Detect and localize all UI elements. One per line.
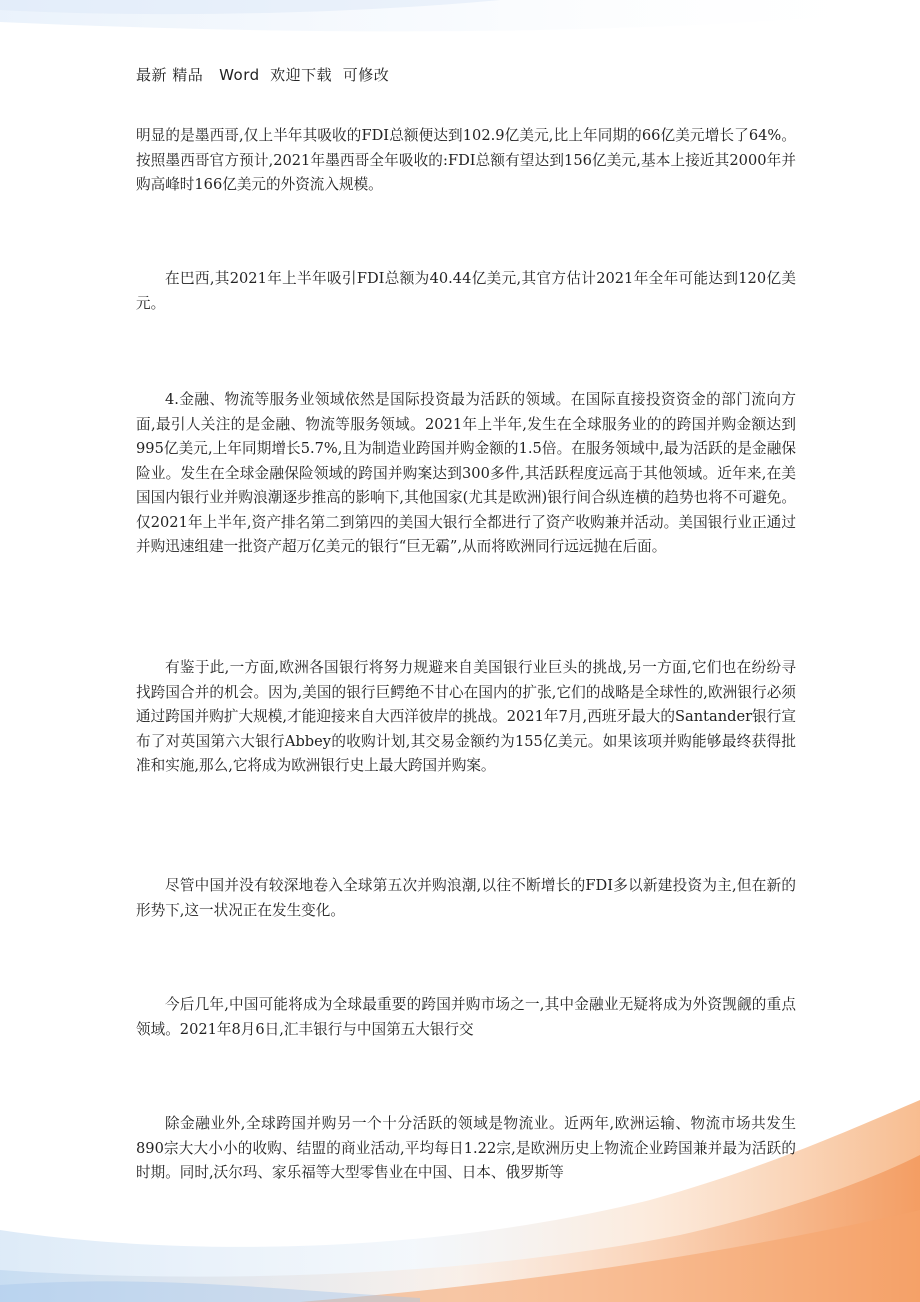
paragraph-5: 尽管中国并没有较深地卷入全球第五次并购浪潮,以往不断增长的FDI多以新建投资为主,但在新的形势下,这一状况正在发生变化。 [136,877,796,919]
top-decoration [0,0,920,60]
paragraph-1: 明显的是墨西哥,仅上半年其吸收的FDI总额便达到102.9亿美元,比上年同期的66亿美元增长了64%。按照墨西哥官方预计,2021年墨西哥全年吸收的:FDI总额有望达到156亿美元,基本上接近其2000年并购高峰时166亿美元的外资流入规模。 [136,127,796,193]
paragraph-7: 除金融业外,全球跨国并购另一个十分活跃的领域是物流业。近两年,欧洲运输、物流市场共发生890宗大大小小的收购、结盟的商业活动,平均每日1.22宗,是欧洲历史上物流企业跨国兼并最为活跃的时期。同时,沃尔玛、家乐福等大型零售业在中国、日本、俄罗斯等 [136,1115,796,1181]
paragraph-2: 在巴西,其2021年上半年吸引FDI总额为40.44亿美元,其官方估计2021年全年可能达到120亿美元。 [136,270,796,312]
paragraph-4: 有鉴于此,一方面,欧洲各国银行将努力规避来自美国银行业巨头的挑战,另一方面,它们也在纷纷寻找跨国合并的机会。因为,美国的银行巨鳄绝不甘心在国内的扩张,它们的战略是全球性的,欧洲银行必须通过跨国并购扩大规模,才能迎接来自大西洋彼岸的挑战。2021年7月,西班牙最大的Santander银行宣布了对英国第六大银行Abbey的收购计划,其交易金额约为155亿美元。如果该项并购能够最终获得批准和实施,那么,它将成为欧洲银行史上最大跨国并购案。 [136,659,796,774]
page-header: 最新 精品 Word 欢迎下载 可修改 [136,66,390,84]
paragraph-3: 4.金融、物流等服务业领域依然是国际投资最为活跃的领域。在国际直接投资资金的部门流向方面,最引人关注的是金融、物流等服务领域。2021年上半年,发生在全球服务业的的跨国并购金额达到995亿美元,上年同期增长5.7%,且为制造业跨国并购金额的1.5倍。在服务领域中,最为活跃的是金融保险业。发生在全球金融保险领域的跨国并购案达到300多件,其活跃程度远高于其他领域。近年来,在美国国内银行业并购浪潮逐步推高的影响下,其他国家(尤其是欧洲)银行间合纵连横的趋势也将不可避免。仅2021年上半年,资产排名第二到第四的美国大银行全都进行了资产收购兼并活动。美国银行业正通过并购迅速组建一批资产超万亿美元的银行“巨无霸”,从而将欧洲同行远远抛在后面。 [136,391,796,555]
paragraph-6: 今后几年,中国可能将成为全球最重要的跨国并购市场之一,其中金融业无疑将成为外资觊觎的重点领域。2021年8月6日,汇丰银行与中国第五大银行交 [136,996,796,1038]
